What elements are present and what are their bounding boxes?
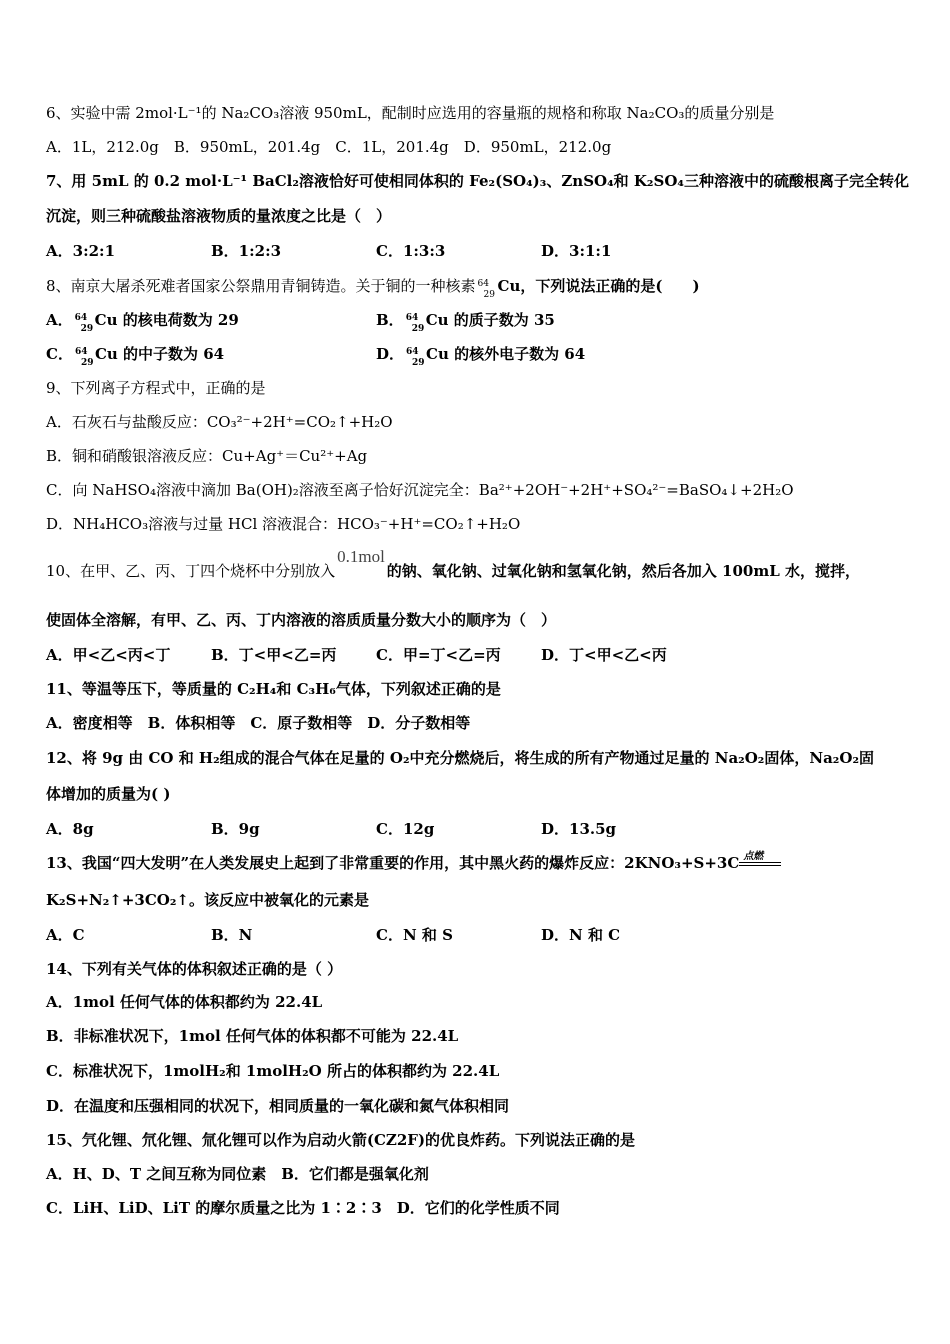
reaction-condition-arrow: 点燃 <box>739 853 781 873</box>
q12-option-c: C．12g <box>376 820 435 838</box>
q15-options-ab: A．H、D、T 之间互称为同位素 B．它们都是强氧化剂 <box>46 1165 429 1183</box>
q14-option-c: C．标准状况下，1molH₂和 1molH₂O 所占的体积都约为 22.4L <box>46 1062 500 1080</box>
q12-stem-line2: 体增加的质量为( ) <box>46 785 171 803</box>
q8-option-b: B． 64 29 Cu 的质子数为 35 <box>376 311 555 334</box>
q9-stem: 9、下列离子方程式中，正确的是 <box>46 379 266 397</box>
q8-option-c: C． 64 29 Cu 的中子数为 64 <box>46 345 225 368</box>
q6-stem: 6、实验中需 2mol·L⁻¹的 Na₂CO₃溶液 950mL，配制时应选用的容量瓶的规格和称取 Na₂CO₃的质量分别是 <box>46 104 775 122</box>
q9-option-b: B．铜和硝酸银溶液反应：Cu+Ag⁺＝Cu²⁺+Ag <box>46 447 368 465</box>
q7-options <box>46 241 611 261</box>
q10-stem-line2: 使固体全溶解，有甲、乙、丙、丁内溶液的溶质质量分数大小的顺序为（ ） <box>46 611 557 629</box>
q12-option-d: D．13.5g <box>541 820 617 838</box>
q12-stem-line1: 12、将 9g 由 CO 和 H₂组成的混合气体在足量的 O₂中充分燃烧后，将生成的所有产物通过足量的 Na₂O₂固体，Na₂O₂固 <box>46 749 875 767</box>
q8-option-a: A． 64 29 Cu 的核电荷数为 29 <box>46 311 239 334</box>
q8-options-row1 <box>46 310 555 334</box>
q10-stem-line1: 10、在甲、乙、丙、丁四个烧杯中分别放入0.1mol的钠、氧化钠、过氧化钠和氢氧化钠，然后各加入 100mL 水，搅拌， <box>46 547 860 580</box>
q7-option-c: C．1:3:3 <box>376 242 446 260</box>
q13-stem-line1: 13、我国“四大发明”在人类发展史上起到了非常重要的作用，其中黑火药的爆炸反应：2KNO₃+S+3C 点燃 <box>46 853 781 873</box>
amount-formula: 0.1mol <box>337 547 385 566</box>
q8-option-d: D． 64 29 Cu 的核外电子数为 64 <box>376 345 586 368</box>
q15-stem: 15、氕化锂、氘化锂、氚化锂可以作为启动火箭(CZ2F)的优良炸药。下列说法正确的是 <box>46 1131 636 1149</box>
q7-option-a: A．3:2:1 <box>46 242 116 260</box>
nuclide-symbol: 64 29 <box>477 279 495 300</box>
q7-stem-line1: 7、用 5mL 的 0.2 mol·L⁻¹ BaCl₂溶液恰好可使相同体积的 Fe₂(SO₄)₃、ZnSO₄和 K₂SO₄三种溶液中的硫酸根离子完全转化 <box>46 172 909 190</box>
q13-stem-line2: K₂S+N₂↑+3CO₂↑。该反应中被氧化的元素是 <box>46 891 370 909</box>
q7-option-b: B．1:2:3 <box>211 242 282 260</box>
q14-option-a: A．1mol 任何气体的体积都约为 22.4L <box>46 993 323 1011</box>
q14-option-b: B．非标准状况下，1mol 任何气体的体积都不可能为 22.4L <box>46 1027 459 1045</box>
q10-option-d: D．丁<甲<乙<丙 <box>541 646 667 664</box>
q8-stem: 8、南京大屠杀死难者国家公祭鼎用青铜铸造。关于铜的一种核素 64 29 Cu，下列说法正确的是( ) <box>46 277 700 300</box>
q13-option-c: C．N 和 S <box>376 926 453 944</box>
q13-option-d: D．N 和 C <box>541 926 621 944</box>
q9-option-c: C．向 NaHSO₄溶液中滴加 Ba(OH)₂溶液至离子恰好沉淀完全：Ba²⁺+2OH⁻+2H⁺+SO₄²⁻=BaSO₄↓+2H₂O <box>46 481 794 499</box>
q13-options <box>46 925 620 945</box>
q11-options: A．密度相等 B．体积相等 C．原子数相等 D．分子数相等 <box>46 714 471 732</box>
q10-option-b: B．丁<甲<乙=丙 <box>211 646 337 664</box>
q14-option-d: D．在温度和压强相同的状况下，相同质量的一氧化碳和氮气体积相同 <box>46 1097 510 1115</box>
q7-stem-line2: 沉淀，则三种硫酸盐溶液物质的量浓度之比是（ ） <box>46 207 392 225</box>
q12-option-b: B．9g <box>211 820 260 838</box>
q12-option-a: A．8g <box>46 820 94 838</box>
q15-options-cd: C．LiH、LiD、LiT 的摩尔质量之比为 1∶2∶3 D．它们的化学性质不同 <box>46 1199 560 1217</box>
q8-options-row2 <box>46 344 586 368</box>
q9-option-a: A．石灰石与盐酸反应：CO₃²⁻+2H⁺=CO₂↑+H₂O <box>46 413 393 431</box>
q14-stem: 14、下列有关气体的体积叙述正确的是（ ） <box>46 960 343 978</box>
q12-options <box>46 819 616 839</box>
q13-option-a: A．C <box>46 926 85 944</box>
q10-option-a: A．甲<乙<丙<丁 <box>46 646 171 664</box>
q10-option-c: C．甲=丁<乙=丙 <box>376 646 501 664</box>
q6-options: A．1L，212.0g B．950mL，201.4g C．1L，201.4g D．950mL，212.0g <box>46 138 612 156</box>
q10-options <box>46 645 667 665</box>
q9-option-d: D．NH₄HCO₃溶液与过量 HCl 溶液混合：HCO₃⁻+H⁺=CO₂↑+H₂O <box>46 515 521 533</box>
q11-stem: 11、等温等压下，等质量的 C₂H₄和 C₃H₆气体，下列叙述正确的是 <box>46 680 501 698</box>
q13-option-b: B．N <box>211 926 253 944</box>
q7-option-d: D．3:1:1 <box>541 242 612 260</box>
